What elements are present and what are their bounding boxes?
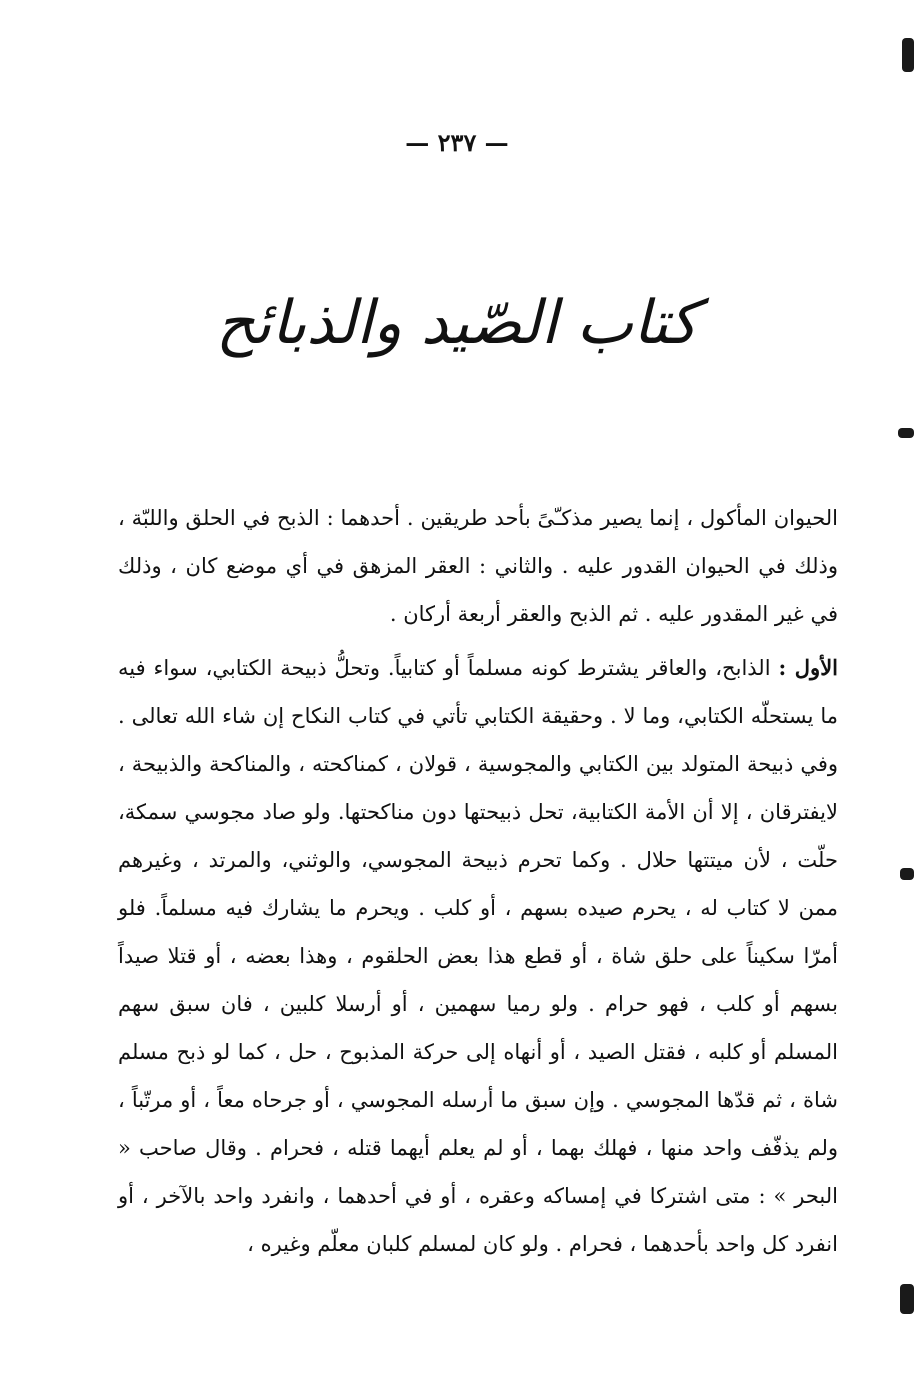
paragraph-text: الحيوان المأكول ، إنما يصير مذكـّىً بأحد طريقين . أحدهما : الذبح في الحلق واللبّة ، وذلك في الحيوان القدور عليه . والثاني : العقر المزهق في أي موضع كان ، وذلك في غير المقدور عليه . ثم الذبح والعقر أربعة أركان . [118, 506, 838, 626]
scan-edge-mark [898, 428, 914, 438]
paragraph-lead: الأول : [778, 655, 839, 680]
body-text [118, 494, 838, 1268]
paragraph-first-pillar [118, 644, 838, 1268]
paragraph-intro [118, 494, 838, 638]
paragraph-text: الذابح، والعاقر يشترط كونه مسلماً أو كتابياً. وتحلُّ ذبيحة الكتابي، سواء فيه ما يستحلّه الكتابي، وما لا . وحقيقة الكتابي تأتي في كتاب النكاح إن شاء الله تعالى . وفي ذبيحة المتولد بين الكتابي والمجوسية ، قولان ، كمناكحته ، والمناكحة والذبيحة ، لايفترقان ، إلا أن الأمة الكتابية، تحل ذبيحتها دون مناكحتها. ولو صاد مجوسي سمكة، حلّت ، لأن ميتتها حلال . وكما تحرم ذبيحة المجوسي، والوثني، والمرتد ، وغيرهم ممن لا كتاب له ، يحرم صيده بسهم ، أو كلب . ويحرم ما يشارك فيه مسلماً. فلو أمرّا سكيناً على حلق شاة ، أو قطع هذا بعض الحلقوم ، وهذا بعضه ، أو قتلا صيداً بسهم أو كلب ، فهو حرام . ولو رميا سهمين ، أو أرسلا كلبين ، فان سبق سهم المسلم أو كلبه ، فقتل الصيد ، أو أنهاه إلى حركة المذبوح ، حل ، كما لو ذبح مسلم شاة ، ثم قدّها المجوسي . وإن سبق ما أرسله المجوسي ، أو جرحاه معاً ، أو مرتّباً ، ولم يذفّف واحد منها ، فهلك بهما ، أو لم يعلم أيهما قتله ، فحرام . وقال صاحب « البحر » : متى اشتركا في إمساكه وعقره ، أو في أحدهما ، وانفرد واحد بالآخر ، أو انفرد كل واحد بأحدهما ، فحرام . ولو كان لمسلم كلبان معلّم وغيره ، [118, 656, 838, 1256]
chapter-title: كتاب الصّيد والذبائح [216, 288, 698, 358]
scan-edge-mark [900, 1284, 914, 1314]
page-number: — ٢٣٧ — [405, 128, 509, 157]
scan-edge-mark [900, 868, 914, 880]
scan-edge-mark [902, 38, 914, 72]
